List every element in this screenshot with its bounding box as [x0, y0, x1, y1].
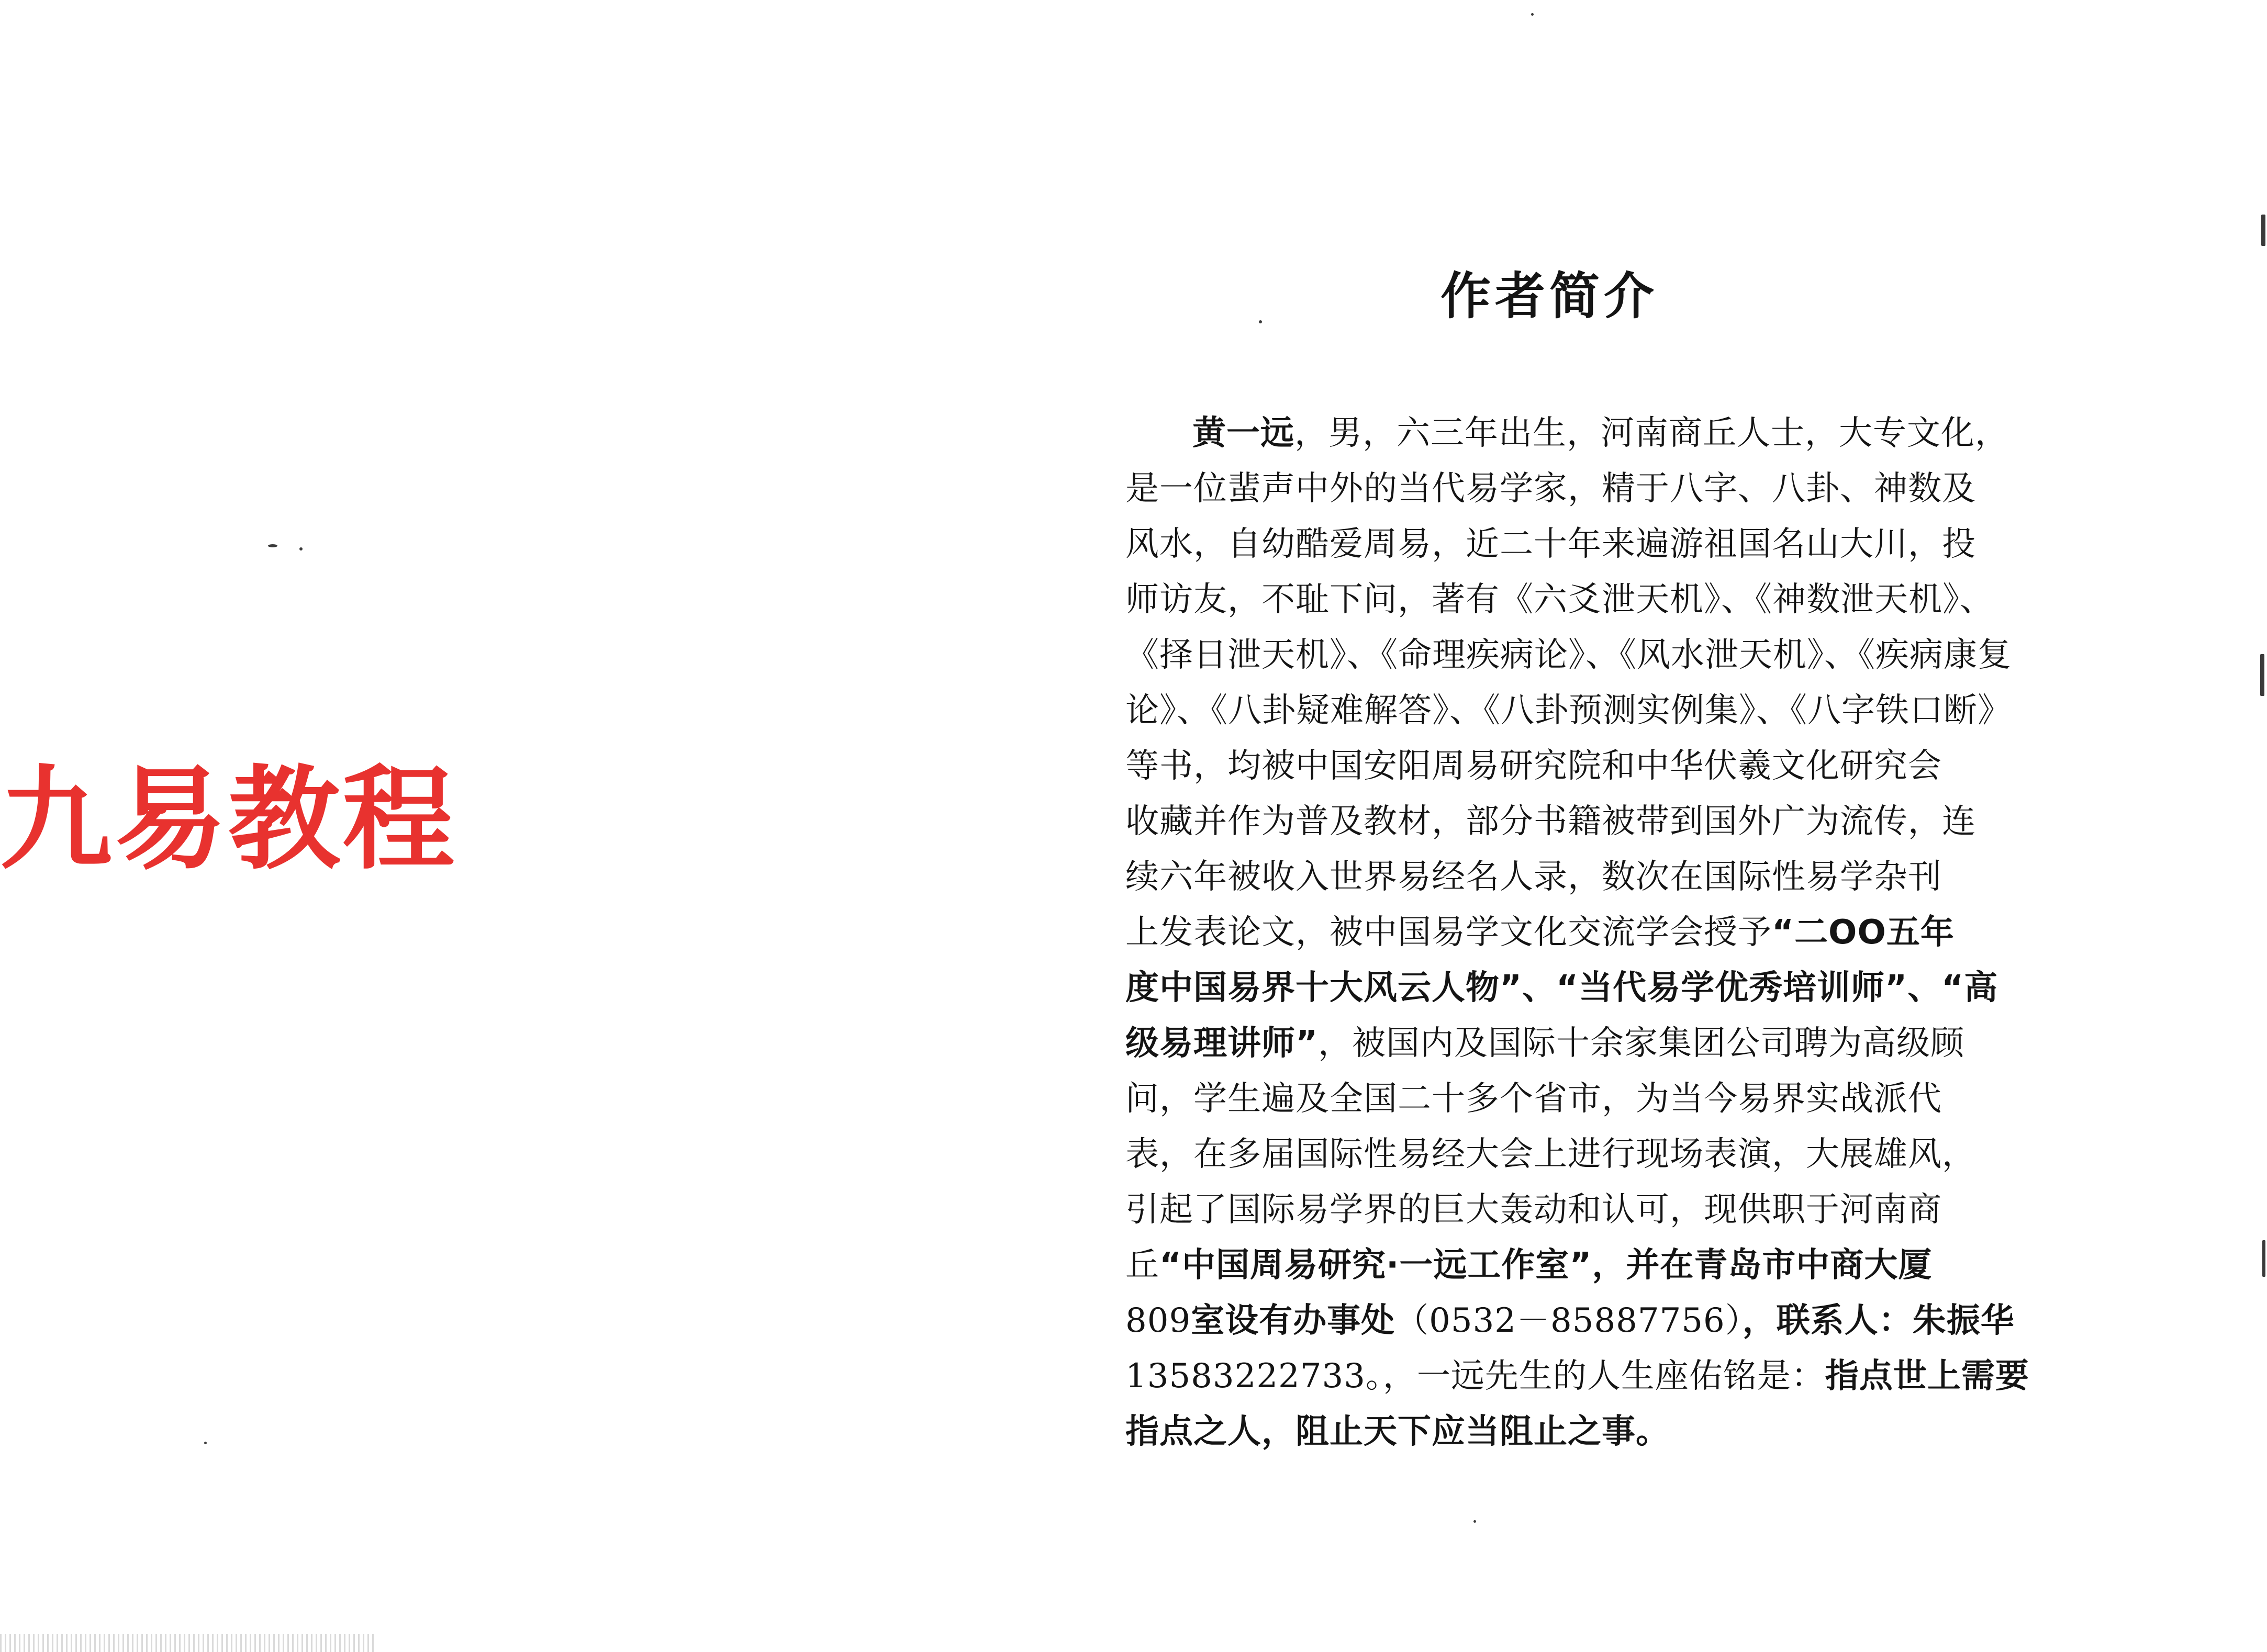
bio-text: 师访友，不耻下问，著有《六爻泄天机》、《神数泄天机》、	[1125, 580, 1994, 619]
bio-text-bold: 度中国易界十大风云人物”、“当代易学优秀培训师”、“高	[1125, 969, 1998, 1007]
bio-text: ，被国内及国际十余家集团公司聘为高级顾	[1318, 1024, 1965, 1063]
page-title: 作者简介	[1440, 266, 1658, 325]
bio-line	[1125, 794, 1984, 849]
bio-text-bold: “二OO五年	[1772, 913, 1955, 952]
bio-text: 问，学生遍及全国二十多个省市，为当今易界实战派代	[1125, 1080, 1942, 1118]
bio-line	[1125, 461, 1984, 516]
bio-text-bold: 指点世上需要	[1825, 1357, 2029, 1396]
bio-text: 《择日泄天机》、《命理疾病论》、《风水泄天机》、《疾病康复	[1125, 636, 2012, 675]
bio-text: 收藏并作为普及教材，部分书籍被带到国外广为流传，连	[1125, 802, 1976, 841]
scan-speck	[2260, 654, 2264, 696]
bio-text-bold: 室设有办事处	[1191, 1301, 1395, 1340]
bio-line	[1125, 1238, 1984, 1293]
bio-line	[1125, 849, 1984, 905]
bio-text: 上发表论文，被中国易学文化交流学会授予	[1125, 913, 1772, 952]
bio-text: 等书，均被中国安阳周易研究院和中华伏羲文化研究会	[1125, 747, 1942, 785]
scan-speck	[1473, 1520, 1476, 1523]
scan-speck	[299, 547, 303, 550]
scan-speck	[204, 1442, 207, 1444]
bio-text: 续六年被收入世界易经名人录，数次在国际性易学杂刊	[1125, 858, 1942, 896]
bio-line	[1125, 960, 1998, 1016]
bio-text-bold: 黄一远	[1192, 414, 1294, 453]
bio-line	[1125, 683, 2012, 738]
bio-line	[1125, 572, 1994, 627]
bio-text: 809	[1125, 1301, 1191, 1340]
bio-line	[1125, 627, 2012, 683]
bio-text-bold: 级易理讲师”	[1125, 1024, 1319, 1063]
bio-line	[1125, 738, 1984, 794]
bio-text: （0532－85887756）	[1395, 1301, 1743, 1340]
bio-text-bold: “中国周易研究·一远工作室”，并在青岛市中商大厦	[1159, 1246, 1933, 1285]
bio-line	[1125, 1348, 2029, 1404]
bio-text-bold: ，联系人：朱振华	[1742, 1301, 2015, 1340]
bio-line	[1125, 1016, 1984, 1071]
bio-text: 13583222733。，一远先生的人生座佑铭是：	[1125, 1357, 1825, 1396]
scan-speck	[268, 544, 277, 547]
bio-text: 引起了国际易学界的巨大轰动和认可，现供职于河南商	[1125, 1190, 1942, 1229]
bio-line	[1125, 1404, 1984, 1459]
watermark-logo: 九易教程	[0, 755, 456, 885]
bio-line	[1125, 1182, 1984, 1238]
bio-line	[1125, 1127, 1984, 1182]
bio-text: 风水，自幼酷爱周易，近二十年来遍游祖国名山大川，投	[1125, 525, 1976, 564]
bio-text-bold: 指点之人，阻止天下应当阻止之事。	[1125, 1412, 1670, 1451]
scan-speck	[2261, 215, 2265, 246]
bio-line	[1125, 1293, 2015, 1348]
scan-speck	[1531, 13, 1534, 16]
bio-text: 丘	[1125, 1246, 1159, 1285]
bio-text: 表，在多届国际性易经大会上进行现场表演，大展雄风，	[1125, 1135, 1976, 1174]
bio-text: ，男，六三年出生，河南商丘人士，大专文化，	[1294, 414, 2009, 453]
bio-line	[1125, 516, 1984, 572]
scan-noise	[0, 1634, 377, 1652]
bio-text: 是一位蜚声中外的当代易学家，精于八字、八卦、神数及	[1125, 469, 1976, 508]
scan-speck	[1259, 320, 1262, 323]
scan-speck	[2262, 1240, 2265, 1277]
bio-line	[1125, 905, 1984, 960]
bio-line	[1125, 406, 2009, 461]
bio-line	[1125, 1071, 1984, 1127]
author-bio	[1125, 406, 2029, 1459]
bio-text: 论》、《八卦疑难解答》、《八卦预测实例集》、《八字铁口断》	[1125, 691, 2012, 730]
